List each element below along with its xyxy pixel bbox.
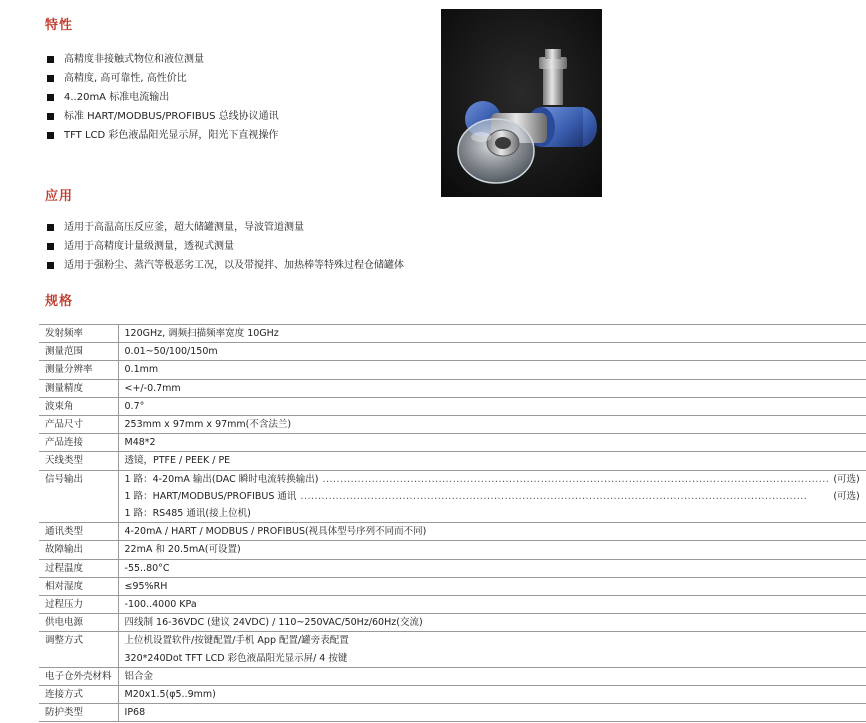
spec-label: 调整方式	[39, 632, 118, 667]
spec-value: 120GHz, 调频扫描频率宽度 10GHz	[124, 328, 279, 339]
spec-value: -100..4000 KPa	[124, 599, 197, 611]
spec-label: 测量分辨率	[39, 361, 118, 379]
list-item: 适用于高精度计量级测量，透视式测量	[47, 237, 404, 256]
features-list	[47, 50, 279, 145]
bullet-square-icon	[47, 224, 54, 231]
list-item: 高精度非接触式物位和液位测量	[47, 50, 279, 69]
spec-value	[118, 470, 866, 523]
spec-value: IP68	[124, 707, 146, 719]
bullet-square-icon	[47, 262, 54, 269]
list-item: 适用于强粉尘、蒸汽等极恶劣工况，以及带搅拌、加热棒等特殊过程仓储罐体	[47, 256, 404, 275]
leader-dots	[300, 488, 829, 505]
spec-value: 四线制 16-36VDC (建议 24VDC) / 110~250VAC/50Hz/60Hz(交流)	[124, 617, 423, 629]
specs-title: 规格	[45, 294, 74, 309]
applications-list	[47, 218, 404, 275]
spec-value: 253mm x 97mm x 97mm(不含法兰)	[124, 419, 292, 431]
spec-value: 0.7°	[124, 400, 145, 412]
table-row	[39, 704, 866, 722]
spec-value: 透镜，PTFE / PEEK / PE	[124, 455, 231, 467]
spec-label: 产品尺寸	[39, 416, 118, 434]
spec-value: 上位机设置软件/按键配置/手机 App 配置/罐旁表配置 320*240Dot TFT LCD 彩色液晶阳光显示屏/ 4 按键	[124, 635, 349, 664]
table-row	[39, 541, 866, 559]
signal-output-line: 1 路：RS485 通讯(接上位机)	[124, 508, 251, 520]
table-row	[39, 361, 866, 379]
bullet-square-icon	[47, 132, 54, 139]
spec-table	[39, 324, 866, 722]
spec-value: 铝合金	[124, 670, 154, 682]
signal-output-line: 1 路：HART/MODBUS/PROFIBUS 通讯 ..... (可选)	[125, 488, 860, 505]
radar-level-meter-image	[441, 9, 602, 197]
table-row	[39, 416, 866, 434]
spec-value: M20x1.5(φ5..9mm)	[124, 689, 216, 701]
table-row	[39, 667, 866, 685]
table-row	[39, 523, 866, 541]
bullet-square-icon	[47, 94, 54, 101]
list-item: TFT LCD 彩色液晶阳光显示屏，阳光下直视操作	[47, 126, 279, 145]
table-row	[39, 577, 866, 595]
spec-label: 过程温度	[39, 559, 118, 577]
spec-label: 故障输出	[39, 541, 118, 559]
signal-output-line: 1 路：4-20mA 输出(DAC 瞬时电流转换输出) ..... (可选)	[125, 471, 860, 488]
spec-label: 电子仓外壳材料	[39, 667, 118, 685]
table-row	[39, 614, 866, 632]
table-row	[39, 379, 866, 397]
spec-value: 22mA 和 20.5mA(可设置)	[124, 544, 241, 556]
spec-label: 波束角	[39, 397, 118, 415]
applications-title: 应用	[45, 189, 74, 204]
table-row	[39, 343, 866, 361]
bullet-square-icon	[47, 243, 54, 250]
list-item: 4..20mA 标准电流输出	[47, 88, 279, 107]
table-row	[39, 596, 866, 614]
spec-label: 防护类型	[39, 704, 118, 722]
spec-label: 信号输出	[39, 470, 118, 523]
spec-label: 发射频率	[39, 325, 118, 343]
spec-label: 连接方式	[39, 686, 118, 704]
spec-label: 天线类型	[39, 452, 118, 470]
product-photo	[441, 9, 602, 197]
spec-label: 产品连接	[39, 434, 118, 452]
spec-value: -55..80°C	[124, 562, 170, 574]
spec-label: 相对湿度	[39, 577, 118, 595]
table-row	[39, 686, 866, 704]
table-row	[39, 559, 866, 577]
list-item: 标准 HART/MODBUS/PROFIBUS 总线协议通讯	[47, 107, 279, 126]
table-row	[39, 325, 866, 343]
bullet-square-icon	[47, 56, 54, 63]
spec-value: 0.1mm	[124, 364, 159, 376]
list-item: 高精度, 高可靠性, 高性价比	[47, 69, 279, 88]
spec-label: 测量范围	[39, 343, 118, 361]
spec-value: <+/-0.7mm	[124, 382, 181, 394]
bullet-square-icon	[47, 75, 54, 82]
spec-label: 测量精度	[39, 379, 118, 397]
leader-dots	[322, 471, 829, 488]
spec-value: ≤95%RH	[124, 580, 168, 592]
bullet-square-icon	[47, 113, 54, 120]
spec-label: 过程压力	[39, 596, 118, 614]
spec-value: 4-20mA / HART / MODBUS / PROFIBUS(视具体型号序列不同而不同)	[124, 526, 427, 538]
table-row	[39, 397, 866, 415]
spec-label: 供电电源	[39, 614, 118, 632]
table-row	[39, 632, 866, 667]
spec-label: 通讯类型	[39, 523, 118, 541]
features-title: 特性	[45, 18, 74, 33]
list-item: 适用于高温高压反应釜，超大储罐测量，导波管道测量	[47, 218, 404, 237]
table-row	[39, 434, 866, 452]
table-row	[39, 470, 866, 523]
table-row	[39, 452, 866, 470]
spec-value: 0.01~50/100/150m	[124, 346, 218, 358]
spec-value: M48*2	[124, 437, 156, 449]
